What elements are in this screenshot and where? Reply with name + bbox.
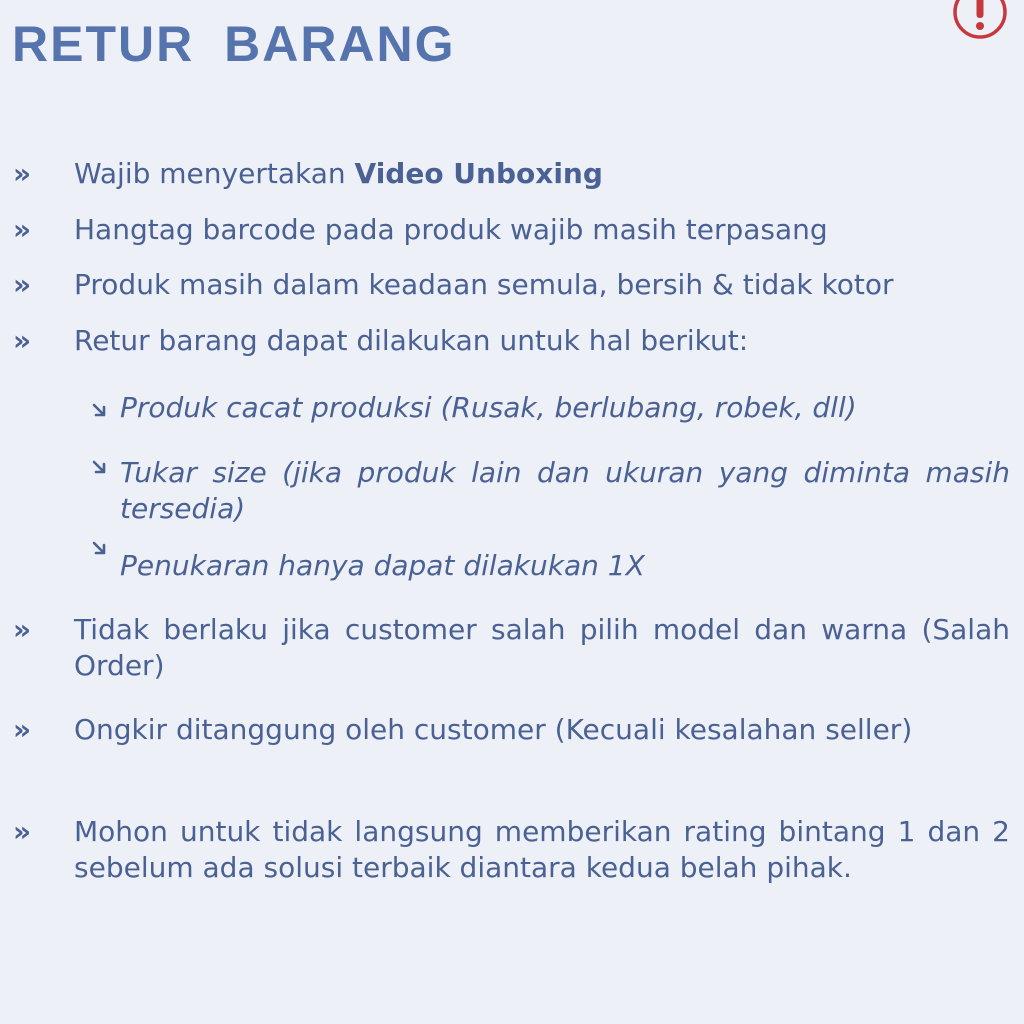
rule-text: Hangtag barcode pada produk wajib masih terpasang <box>74 213 828 246</box>
bullet-icon: » <box>13 324 32 357</box>
bullet-icon: » <box>13 268 32 301</box>
bullet-icon: » <box>13 213 32 246</box>
sub-item-text: Penukaran hanya dapat dilakukan 1X <box>120 549 645 582</box>
page-title: RETUR BARANG <box>12 16 456 72</box>
rule-text: Retur barang dapat dilakukan untuk hal berikut: <box>74 324 749 357</box>
bullet-icon: » <box>13 157 32 190</box>
rule-text: Produk masih dalam keadaan semula, bersih & tidak kotor <box>74 268 894 301</box>
arrow-down-right-icon <box>90 457 112 479</box>
note-text: Mohon untuk tidak langsung memberikan rating bintang 1 dan 2 sebelum ada solusi terbaik diantara kedua belah pihak. <box>74 815 1010 884</box>
rule-emphasis: Video Unboxing <box>354 157 603 190</box>
sub-item-text: Tukar size (jika produk lain dan ukuran yang diminta masih tersedia) <box>120 456 1010 525</box>
note-text: Tidak berlaku jika customer salah pilih model dan warna (Salah Order) <box>74 613 1010 682</box>
bullet-icon: » <box>13 815 32 848</box>
exclamation-circle-icon <box>952 0 1008 40</box>
bullet-icon: » <box>13 613 32 646</box>
arrow-down-right-icon <box>90 400 112 422</box>
rule-text: Wajib menyertakan Video Unboxing <box>74 157 603 190</box>
arrow-down-right-icon <box>90 538 112 560</box>
note-text: Ongkir ditanggung oleh customer (Kecuali kesalahan seller) <box>74 713 913 746</box>
bullet-icon: » <box>13 713 32 746</box>
sub-item-text: Produk cacat produksi (Rusak, berlubang, robek, dll) <box>120 391 857 424</box>
